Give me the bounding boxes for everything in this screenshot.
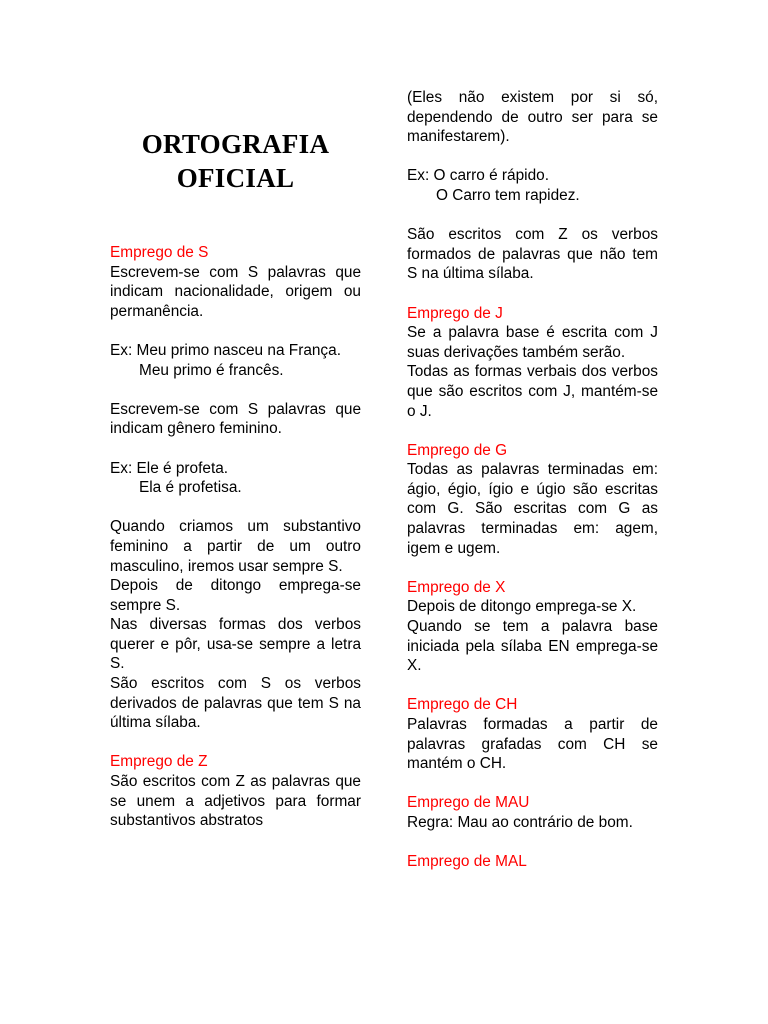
paragraph-z-continuation: (Eles não existem por si só, dependendo de outro ser para se manifestarem).: [407, 89, 658, 146]
paragraph-z-abstratos: São escritos com Z as palavras que se unem a adjetivos para formar substantivos abstratos: [110, 773, 361, 830]
paragraph-x-en: Quando se tem a palavra base iniciada pela sílaba EN emprega-se X.: [407, 618, 658, 675]
heading-emprego-ch: Emprego de CH: [407, 696, 518, 714]
document-title: [110, 127, 361, 195]
spacer: [110, 195, 361, 243]
paragraph-s-ditongo: Depois de ditongo emprega-se sempre S.: [110, 577, 361, 614]
paragraph-s-querer-por: Nas diversas formas dos verbos querer e pôr, usa-se sempre a letra S.: [110, 616, 361, 673]
paragraph-s-substantivo: Quando criamos um substantivo feminino a partir de um outro masculino, iremos usar sempre S.: [110, 518, 361, 575]
example-s-2b: Ela é profetisa.: [139, 479, 242, 497]
heading-emprego-j: Emprego de J: [407, 304, 503, 322]
example-z-a: Ex: O carro é rápido.: [407, 167, 549, 185]
heading-emprego-z: Emprego de Z: [110, 753, 208, 771]
example-s-1a: Ex: Meu primo nasceu na França.: [110, 341, 341, 359]
example-s-2a: Ex: Ele é profeta.: [110, 459, 229, 477]
left-column: [110, 127, 361, 831]
paragraph-s-feminino: Escrevem-se com S palavras que indicam gênero feminino.: [110, 400, 361, 438]
heading-emprego-s: Emprego de S: [110, 244, 209, 261]
example-z-b: O Carro tem rapidez.: [436, 186, 580, 204]
paragraph-s-verbos: São escritos com S os verbos derivados de palavras que tem S na última sílaba.: [110, 675, 361, 732]
paragraph-g-terminadas: Todas as palavras terminadas em: ágio, égio, ígio e úgio são escritas com G. São escritas com G as palavras terminadas em: agem, igem e ugem.: [407, 461, 658, 557]
paragraph-s-nacionalidade: Escrevem-se com S palavras que indicam nacionalidade, origem ou permanência.: [110, 263, 361, 320]
paragraph-mau: Regra: Mau ao contrário de bom.: [407, 813, 633, 831]
paragraph-x-ditongo: Depois de ditongo emprega-se X.: [407, 598, 637, 616]
paragraph-j-base: Se a palavra base é escrita com J suas derivações também serão.: [407, 324, 658, 361]
heading-emprego-g: Emprego de G: [407, 441, 508, 459]
title-line-1: ORTOGRAFIA: [141, 129, 330, 159]
right-column: [407, 88, 658, 872]
heading-emprego-x: Emprego de X: [407, 578, 506, 596]
paragraph-z-verbos: São escritos com Z os verbos formados de palavras que não tem S na última sílaba.: [407, 226, 658, 283]
example-s-1b: Meu primo é francês.: [139, 361, 284, 379]
paragraph-ch: Palavras formadas a partir de palavras grafadas com CH se mantém o CH.: [407, 716, 658, 773]
title-line-2: OFICIAL: [176, 163, 295, 193]
heading-emprego-mau: Emprego de MAU: [407, 794, 530, 812]
paragraph-j-verbais: Todas as formas verbais dos verbos que são escritos com J, mantém-se o J.: [407, 363, 658, 420]
heading-emprego-mal: Emprego de MAL: [407, 853, 527, 871]
